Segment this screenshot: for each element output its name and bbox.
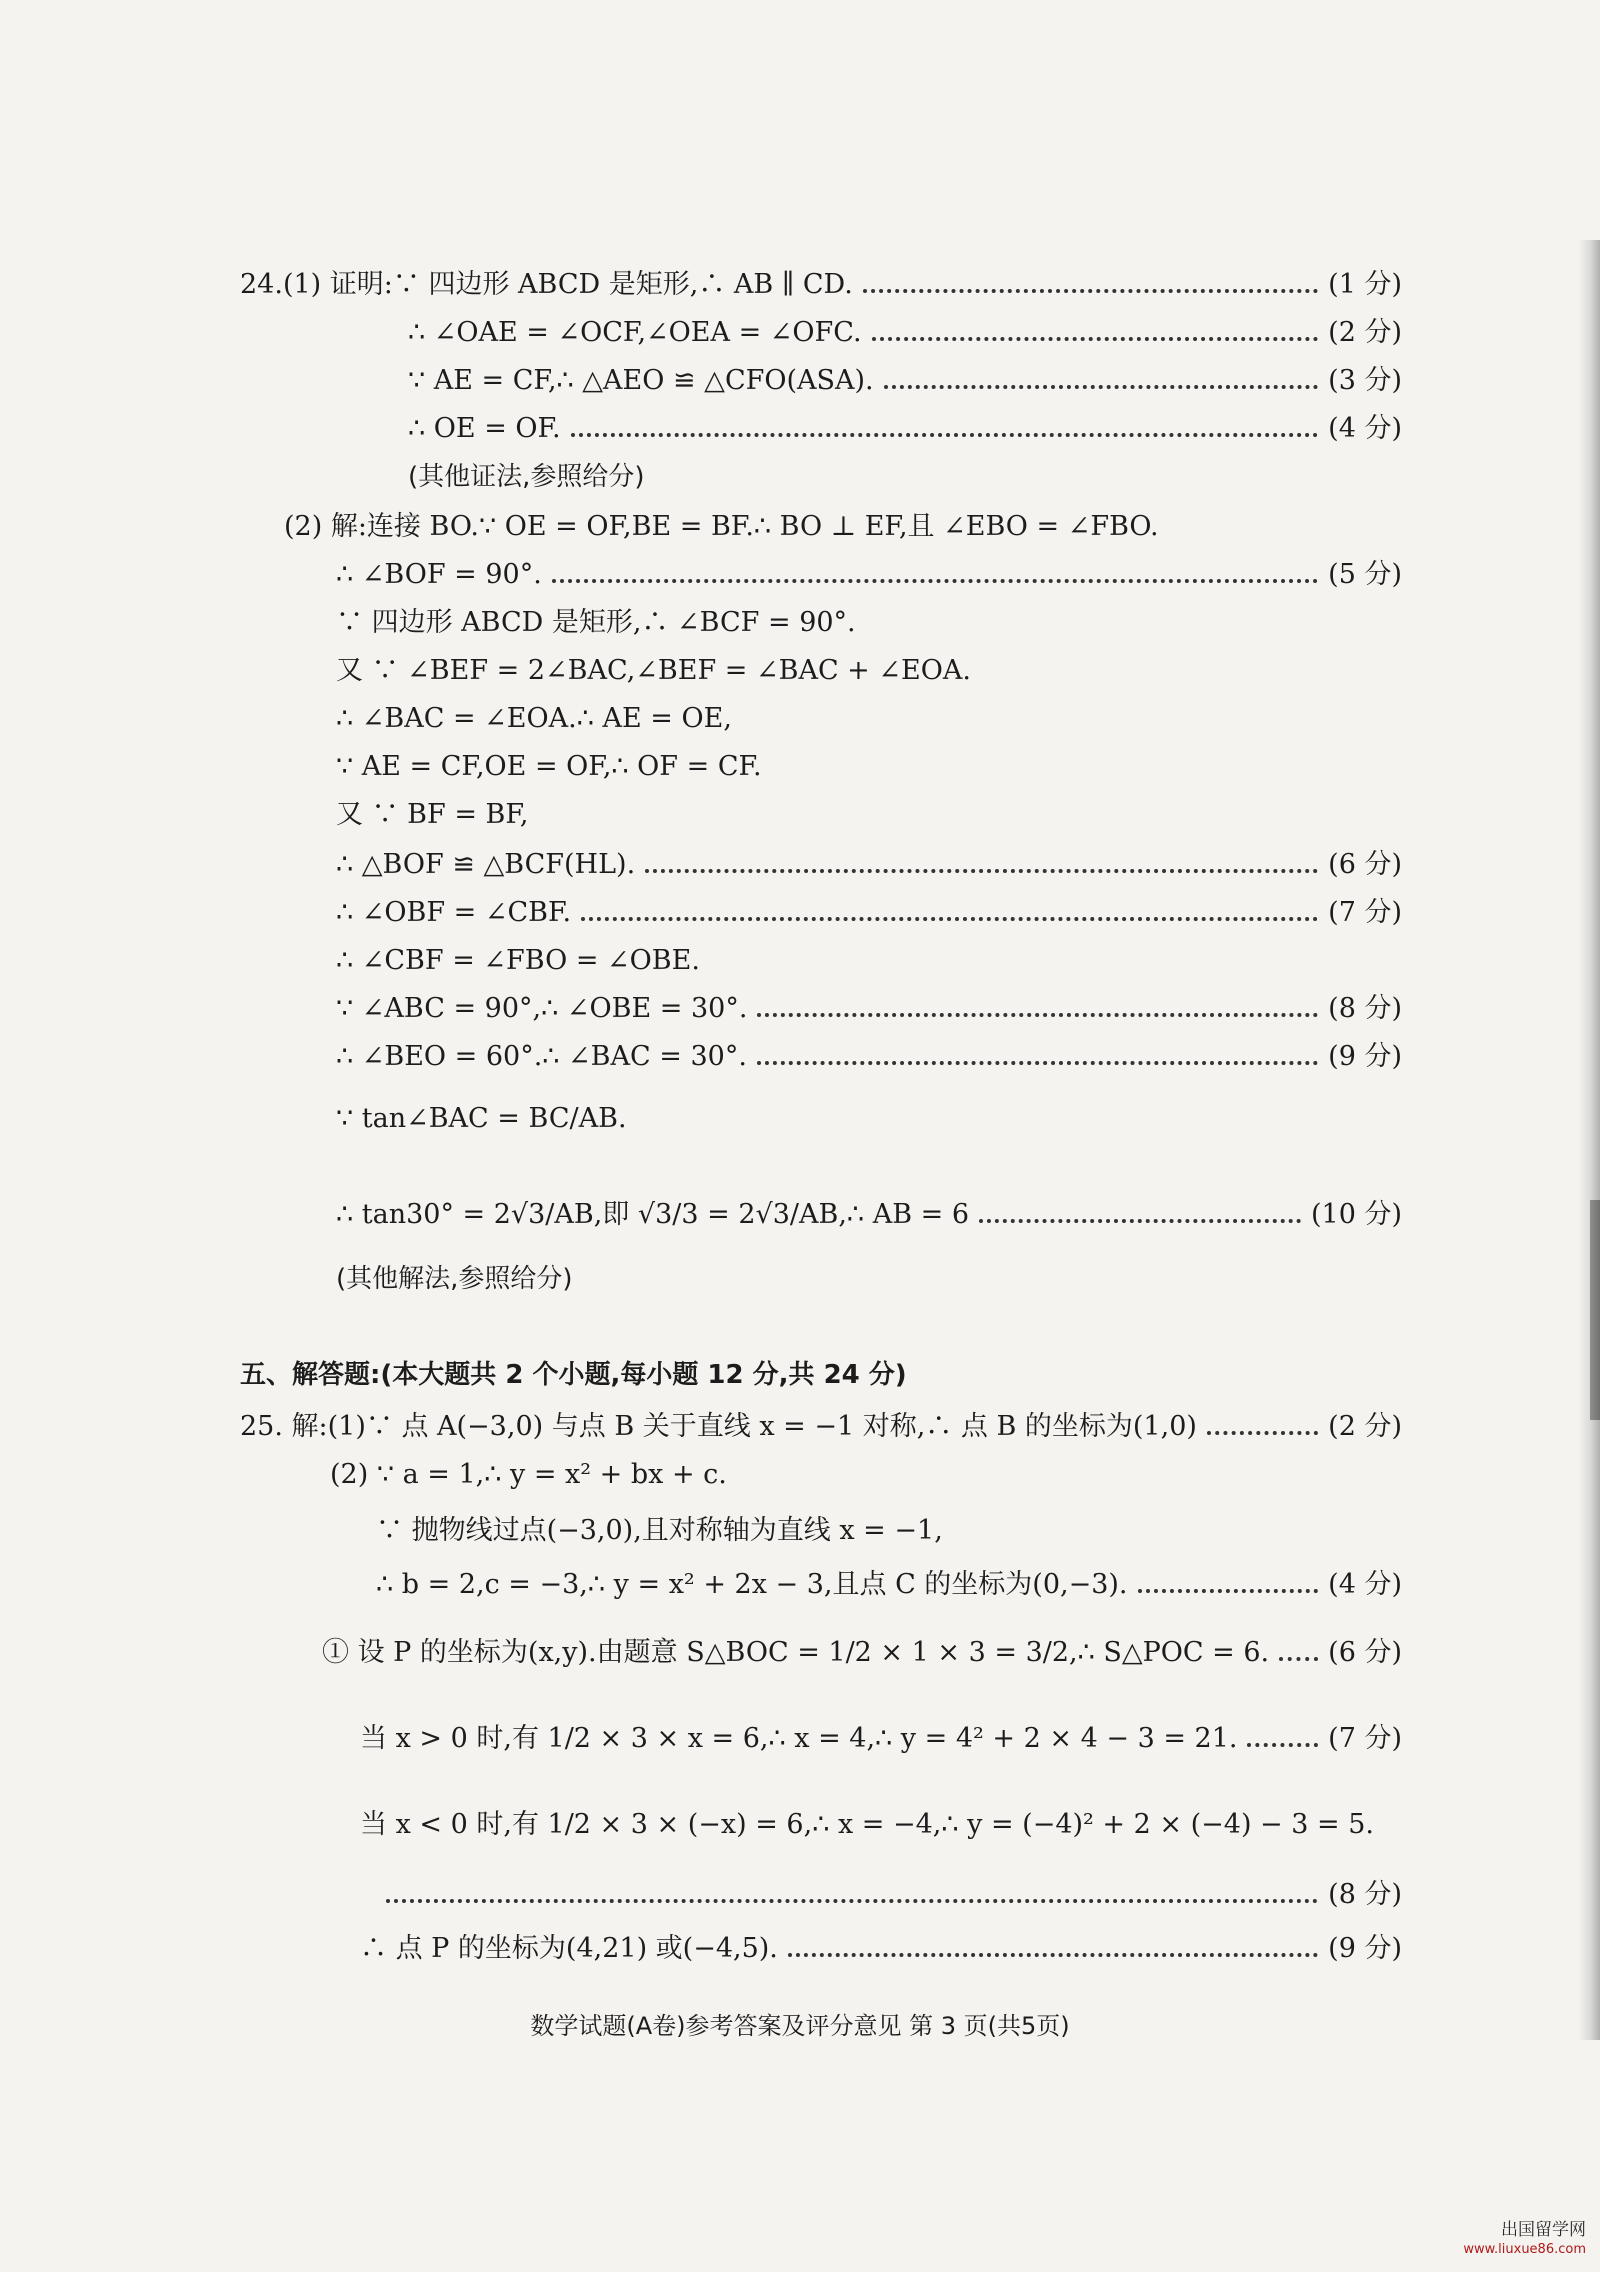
score-label: (9 分) xyxy=(1328,1041,1402,1072)
q24-line-text: (其他证法,参照给分) xyxy=(408,462,645,492)
q25-line-text: ① 设 P 的坐标为(x,y).由题意 S△BOC = 1/2 × 1 × 3 = 3/2,∴ S△POC = 6. xyxy=(322,1637,1270,1668)
score-label: (2 分) xyxy=(1328,1411,1402,1442)
q24-line-text: ∵ AE = CF,∴ △AEO ≌ △CFO(ASA). xyxy=(408,365,874,396)
q24-line-15 xyxy=(336,942,700,980)
leader-dots xyxy=(1247,1743,1318,1747)
scan-shadow-edge xyxy=(1578,240,1600,2040)
q25-line-2 xyxy=(330,1456,727,1494)
q24-line-13 xyxy=(336,846,1402,884)
leader-dots xyxy=(1138,1589,1319,1593)
q24-line-text: (2) 解:连接 BO.∵ OE = OF,BE = BF.∴ BO ⊥ EF,且 ∠EBO = ∠FBO. xyxy=(284,511,1159,542)
q24-line-text: 又 ∵ ∠BEF = 2∠BAC,∠BEF = ∠BAC + ∠EOA. xyxy=(336,655,971,686)
watermark-title: 出国留学网 xyxy=(1501,2220,1586,2240)
section5-heading xyxy=(240,1356,907,1394)
leader-dots xyxy=(884,385,1319,389)
q24-line-text: ∴ tan30° = 2√3/AB,即 √3/3 = 2√3/AB,∴ AB = 6 xyxy=(336,1199,969,1230)
q25-line-text: 当 x > 0 时,有 1/2 × 3 × x = 6,∴ x = 4,∴ y = 4² + 2 × 4 − 3 = 21. xyxy=(360,1723,1238,1754)
score-label: (6 分) xyxy=(1328,1637,1402,1668)
score-label: (1 分) xyxy=(1328,269,1402,300)
q25-line-text: ∴ b = 2,c = −3,∴ y = x² + 2x − 3,且点 C 的坐标为(0,−3). xyxy=(376,1569,1128,1600)
q24-line-text: ∵ tan∠BAC = BC/AB. xyxy=(336,1103,627,1134)
q25-line-1 xyxy=(240,1408,1402,1446)
q24-line-text: (其他解法,参照给分) xyxy=(336,1264,573,1294)
leader-dots xyxy=(645,869,1318,873)
q24-other-proof-note xyxy=(408,458,645,496)
q24-line-2 xyxy=(408,314,1402,352)
q24-line-text: 24.(1) 证明:∵ 四边形 ABCD 是矩形,∴ AB ∥ CD. xyxy=(240,269,853,300)
leader-dots xyxy=(552,579,1318,583)
q24-line-text: ∵ AE = CF,OE = OF,∴ OF = CF. xyxy=(336,751,762,782)
score-label: (3 分) xyxy=(1328,365,1402,396)
q25-line-text: (2) ∵ a = 1,∴ y = x² + bx + c. xyxy=(330,1459,727,1490)
q25-line-9 xyxy=(360,1930,1402,1968)
q24-line-9 xyxy=(336,652,971,690)
q25-line-text: ∴ 点 P 的坐标为(4,21) 或(−4,5). xyxy=(360,1933,778,1964)
score-label: (7 分) xyxy=(1328,1723,1402,1754)
leader-dots xyxy=(863,289,1318,293)
q24-line-18-tan xyxy=(336,1100,627,1138)
leader-dots xyxy=(386,1899,1318,1903)
q24-line-16 xyxy=(336,990,1402,1028)
leader-dots xyxy=(571,433,1319,437)
q24-part2-intro xyxy=(284,508,1159,546)
q24-line-text: ∴ ∠BAC = ∠EOA.∴ AE = OE, xyxy=(336,703,732,734)
section-heading-text: 五、解答题:(本大题共 2 个小题,每小题 12 分,共 24 分) xyxy=(240,1360,907,1390)
leader-dots xyxy=(872,337,1319,341)
leader-dots xyxy=(788,1953,1318,1957)
q25-line-text: ∵ 抛物线过点(−3,0),且对称轴为直线 x = −1, xyxy=(376,1515,943,1546)
q24-line-text: ∴ ∠BOF = 90°. xyxy=(336,559,542,590)
q25-line-5 xyxy=(322,1634,1402,1672)
q24-line-text: 又 ∵ BF = BF, xyxy=(336,799,529,830)
site-watermark-logo xyxy=(1463,2220,1586,2260)
scan-shadow-mark xyxy=(1590,1200,1600,1420)
q24-line-text: ∴ ∠OAE = ∠OCF,∠OEA = ∠OFC. xyxy=(408,317,862,348)
score-label: (2 分) xyxy=(1328,317,1402,348)
score-label: (8 分) xyxy=(1328,1879,1402,1910)
score-label: (4 分) xyxy=(1328,1569,1402,1600)
q25-line-text: 当 x < 0 时,有 1/2 × 3 × (−x) = 6,∴ x = −4,∴ y = (−4)² + 2 × (−4) − 3 = 5. xyxy=(360,1809,1374,1840)
q24-line-19-result xyxy=(336,1196,1402,1234)
score-label: (9 分) xyxy=(1328,1933,1402,1964)
q25-line-8 xyxy=(376,1876,1402,1914)
q24-line-11 xyxy=(336,748,762,786)
leader-dots xyxy=(1279,1657,1318,1661)
score-label: (10 分) xyxy=(1310,1199,1402,1230)
score-label: (5 分) xyxy=(1328,559,1402,590)
q24-line-17 xyxy=(336,1038,1402,1076)
q25-line-6 xyxy=(360,1720,1402,1758)
page-footer: 数学试题(A卷)参考答案及评分意见 第 3 页(共5页) xyxy=(530,2012,1070,2040)
leader-dots xyxy=(1207,1431,1318,1435)
q24-line-7 xyxy=(336,556,1402,594)
q24-line-10 xyxy=(336,700,732,738)
q24-line-12 xyxy=(336,796,528,834)
watermark-url: www.liuxue86.com xyxy=(1463,2242,1586,2257)
leader-dots xyxy=(581,917,1318,921)
q24-line-text: ∴ ∠OBF = ∠CBF. xyxy=(336,897,572,928)
score-label: (7 分) xyxy=(1328,897,1402,928)
q24-line-text: ∴ OE = OF. xyxy=(408,413,561,444)
q24-other-solution-note xyxy=(336,1260,573,1298)
q24-line-text: ∴ ∠BEO = 60°.∴ ∠BAC = 30°. xyxy=(336,1041,747,1072)
q24-line-14 xyxy=(336,894,1402,932)
q25-line-4 xyxy=(376,1566,1402,1604)
leader-dots xyxy=(979,1219,1301,1223)
leader-dots xyxy=(757,1061,1318,1065)
score-label: (6 分) xyxy=(1328,849,1402,880)
q24-line-text: ∵ 四边形 ABCD 是矩形,∴ ∠BCF = 90°. xyxy=(336,607,856,638)
q24-line-text: ∴ ∠CBF = ∠FBO = ∠OBE. xyxy=(336,945,700,976)
q24-line-1 xyxy=(240,266,1402,304)
q24-line-text: ∴ △BOF ≌ △BCF(HL). xyxy=(336,849,636,880)
q25-line-3 xyxy=(376,1512,943,1550)
q25-line-7 xyxy=(360,1806,1374,1844)
q24-line-3 xyxy=(408,362,1402,400)
q24-line-8 xyxy=(336,604,856,642)
q24-line-text: ∵ ∠ABC = 90°,∴ ∠OBE = 30°. xyxy=(336,993,748,1024)
q25-line-text: 25. 解:(1)∵ 点 A(−3,0) 与点 B 关于直线 x = −1 对称,∴ 点 B 的坐标为(1,0) xyxy=(240,1411,1197,1442)
leader-dots xyxy=(757,1013,1318,1017)
score-label: (4 分) xyxy=(1328,413,1402,444)
q24-line-4 xyxy=(408,410,1402,448)
score-label: (8 分) xyxy=(1328,993,1402,1024)
